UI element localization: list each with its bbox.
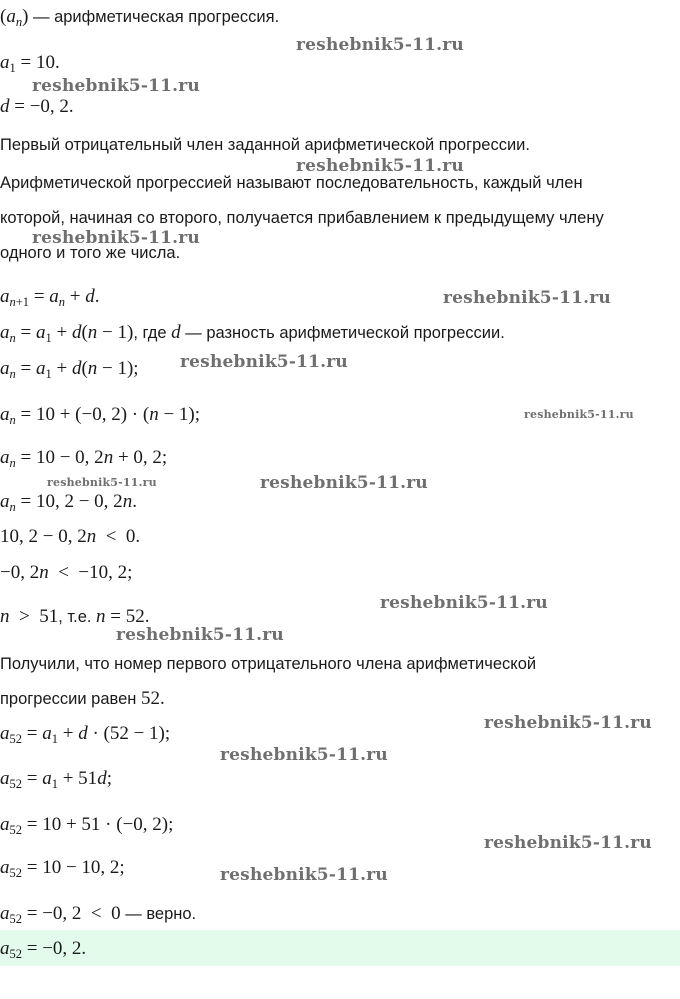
check-step-3: $a_{52} = 10 + 51 \cdot (-0$, 2); (0, 814, 174, 837)
watermark: reshebnik5-11.ru (220, 745, 388, 765)
conclusion-line-1: Получили, что номер первого отрицательного члена арифметической (0, 655, 537, 673)
watermark: reshebnik5-11.ru (47, 476, 157, 489)
given-a1: $a_1 = 10$. (0, 52, 60, 75)
watermark: reshebnik5-11.ru (260, 473, 428, 493)
watermark: reshebnik5-11.ru (484, 833, 652, 853)
find-statement: Первый отрицательный член заданной арифметической прогрессии. (0, 136, 530, 154)
final-answer: $a_{52} = -0$, 2. (0, 938, 87, 961)
watermark: reshebnik5-11.ru (380, 593, 548, 613)
watermark: reshebnik5-11.ru (296, 156, 464, 176)
recurrence-formula: $a_{n+1} = a_n + d$. (0, 286, 100, 309)
check-step-2: $a_{52} = a_1 + 51d$; (0, 768, 112, 791)
given-sequence: $(a_n)$ — арифметическая прогрессия. (0, 6, 280, 29)
step-1: $a_n = a_1 + d(n - 1)$; (0, 358, 139, 381)
watermark: reshebnik5-11.ru (296, 35, 464, 55)
given-d: d = −0, 2. (0, 96, 74, 117)
general-formula: $a_n = a_1 + d(n - 1)$, где d — разность арифметической прогрессии. (0, 322, 505, 345)
answer-highlight (0, 930, 680, 966)
definition-line-1: Арифметической прогрессией называют последовательность, каждый член (0, 174, 583, 192)
inequality-2: −0, 2n < −10, 2; (0, 562, 133, 583)
watermark: reshebnik5-11.ru (524, 408, 634, 421)
watermark: reshebnik5-11.ru (32, 228, 200, 248)
check-step-1: $a_{52} = a_1 + d \cdot (52 - 1)$; (0, 723, 171, 746)
watermark: reshebnik5-11.ru (220, 865, 388, 885)
conclusion-line-2: прогрессии равен 52. (0, 688, 165, 709)
watermark: reshebnik5-11.ru (180, 352, 348, 372)
step-3: $a_n = 10 - 0$, 2n + 0, 2; (0, 447, 168, 470)
definition-line-3: одного и того же числа. (0, 244, 181, 262)
watermark: reshebnik5-11.ru (443, 288, 611, 308)
watermark: reshebnik5-11.ru (484, 713, 652, 733)
watermark: reshebnik5-11.ru (116, 625, 284, 645)
watermark: reshebnik5-11.ru (32, 76, 200, 96)
check-step-4: $a_{52} = 10 - 10$, 2; (0, 857, 125, 880)
step-4: $a_n = 10$, 2 − 0, 2n. (0, 491, 137, 514)
inequality-1: 10, 2 − 0, 2n < 0. (0, 526, 141, 547)
definition-line-2: которой, начиная со второго, получается прибавлением к предыдущему члену (0, 209, 604, 227)
check-step-5: $a_{52} = -0$, 2 < 0 — верно. (0, 903, 197, 926)
step-2: $a_n = 10 + (-0$, 2) · (n − 1); (0, 404, 201, 427)
inequality-3: n > 51, т.е. n = 52. (0, 606, 150, 627)
